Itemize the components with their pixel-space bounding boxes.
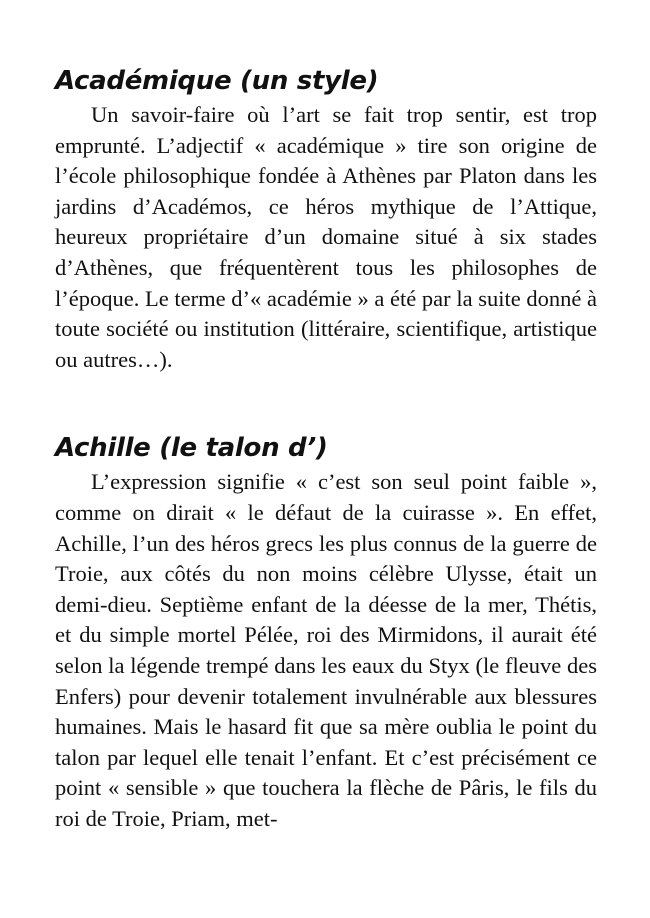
entry-title: Académique (un style): [55, 66, 379, 96]
entry-body: L’expression signifie « c’est son seul point faible », comme on dirait « le défaut de la cuirasse ». En effet, Achille, l’un des héros grecs les plus connus de la guerre de Troie, aux côtés du non moins célèbre Ulysse, était un demi-dieu. Septième enfant de la déesse de la mer, Thétis, et du simple mortel Pélée, roi des Mirmidons, il aurait été selon la légende trempé dans les eaux du Styx (le fleuve des Enfers) pour devenir totalement invulnérable aux blessures humaines. Mais le hasard fit que sa mère oublia le point du talon par lequel elle tenait l’enfant. Et c’est précisément ce point « sensible » que touchera la flèche de Pâris, le fils du roi de Troie, Priam, met-: [55, 469, 597, 831]
entry-achille: [55, 429, 597, 834]
entry-academique: [55, 62, 597, 375]
entry-title: Achille (le talon d’): [55, 433, 328, 464]
entry-body: Un savoir-faire où l’art se fait trop sentir, est trop emprunté. L’adjectif « académique » tire son origine de l’école philosophique fondée à Athènes par Platon dans les jardins d’Académos, ce héros mythique de l’Attique, heureux propriétaire d’un domaine situé à six stades d’Athènes, que fréquentèrent tous les philosophes de l’époque. Le terme d’« académie » a été par la suite donné à toute société ou institution (littéraire, scientifique, artistique ou autres…).: [55, 102, 597, 372]
dictionary-page: [55, 62, 597, 834]
